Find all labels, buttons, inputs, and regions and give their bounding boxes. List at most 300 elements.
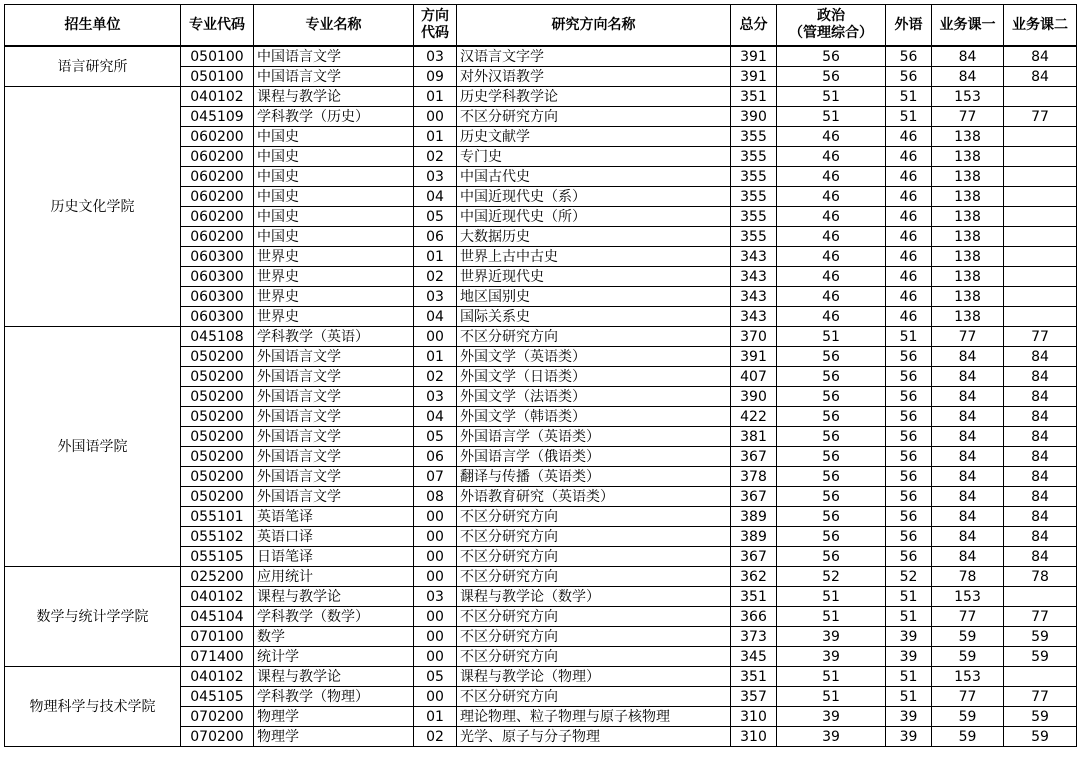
direction-code-cell: 04 xyxy=(414,187,457,207)
foreign-language-score-cell: 56 xyxy=(886,67,932,87)
major-name-cell: 英语笔译 xyxy=(254,507,414,527)
course-two-score-cell: 84 xyxy=(1004,467,1077,487)
foreign-language-score-cell: 56 xyxy=(886,547,932,567)
major-name-cell: 物理学 xyxy=(254,707,414,727)
major-name-cell: 学科教学（数学） xyxy=(254,607,414,627)
foreign-language-score-cell: 46 xyxy=(886,147,932,167)
course-one-score-cell: 84 xyxy=(932,447,1004,467)
total-score-cell: 345 xyxy=(731,647,777,667)
major-name-cell: 外国语言文学 xyxy=(254,387,414,407)
major-name-cell: 课程与教学论 xyxy=(254,87,414,107)
course-one-score-cell: 138 xyxy=(932,227,1004,247)
foreign-language-score-cell: 46 xyxy=(886,127,932,147)
foreign-language-score-cell: 39 xyxy=(886,727,932,747)
direction-name-cell: 不区分研究方向 xyxy=(457,567,731,587)
major-name-cell: 外国语言文学 xyxy=(254,467,414,487)
politics-score-cell: 46 xyxy=(777,307,886,327)
total-score-cell: 357 xyxy=(731,687,777,707)
direction-code-cell: 00 xyxy=(414,527,457,547)
course-one-score-cell: 84 xyxy=(932,347,1004,367)
direction-name-cell: 外国文学（英语类） xyxy=(457,347,731,367)
major-name-cell: 中国史 xyxy=(254,187,414,207)
course-one-score-cell: 84 xyxy=(932,387,1004,407)
total-score-cell: 351 xyxy=(731,587,777,607)
major-name-cell: 学科教学（历史） xyxy=(254,107,414,127)
major-code-cell: 060300 xyxy=(181,247,254,267)
politics-score-cell: 39 xyxy=(777,647,886,667)
direction-code-cell: 01 xyxy=(414,87,457,107)
major-code-cell: 040102 xyxy=(181,587,254,607)
direction-code-cell: 00 xyxy=(414,687,457,707)
politics-score-cell: 46 xyxy=(777,167,886,187)
direction-name-cell: 不区分研究方向 xyxy=(457,647,731,667)
total-score-cell: 378 xyxy=(731,467,777,487)
direction-name-cell: 不区分研究方向 xyxy=(457,527,731,547)
major-code-cell: 070100 xyxy=(181,627,254,647)
course-two-score-cell xyxy=(1004,287,1077,307)
major-code-cell: 050100 xyxy=(181,67,254,87)
header-total: 总分 xyxy=(731,5,777,47)
major-name-cell: 世界史 xyxy=(254,287,414,307)
total-score-cell: 355 xyxy=(731,147,777,167)
direction-code-cell: 09 xyxy=(414,67,457,87)
direction-code-cell: 03 xyxy=(414,167,457,187)
foreign-language-score-cell: 51 xyxy=(886,607,932,627)
unit-cell: 数学与统计学学院 xyxy=(5,567,181,667)
total-score-cell: 373 xyxy=(731,627,777,647)
course-one-score-cell: 138 xyxy=(932,287,1004,307)
course-two-score-cell: 77 xyxy=(1004,607,1077,627)
foreign-language-score-cell: 51 xyxy=(886,587,932,607)
course-one-score-cell: 153 xyxy=(932,87,1004,107)
course-two-score-cell xyxy=(1004,227,1077,247)
direction-name-cell: 不区分研究方向 xyxy=(457,627,731,647)
direction-name-cell: 外国语言学（英语类） xyxy=(457,427,731,447)
course-two-score-cell: 84 xyxy=(1004,487,1077,507)
politics-score-cell: 46 xyxy=(777,227,886,247)
course-two-score-cell xyxy=(1004,87,1077,107)
direction-name-cell: 不区分研究方向 xyxy=(457,107,731,127)
politics-score-cell: 39 xyxy=(777,707,886,727)
politics-score-cell: 56 xyxy=(777,427,886,447)
header-politics-line1: 政治 xyxy=(817,8,845,24)
foreign-language-score-cell: 51 xyxy=(886,327,932,347)
direction-code-cell: 00 xyxy=(414,627,457,647)
direction-name-cell: 汉语言文字学 xyxy=(457,46,731,67)
course-two-score-cell xyxy=(1004,187,1077,207)
major-code-cell: 040102 xyxy=(181,667,254,687)
major-name-cell: 中国史 xyxy=(254,167,414,187)
foreign-language-score-cell: 39 xyxy=(886,707,932,727)
foreign-language-score-cell: 46 xyxy=(886,207,932,227)
major-name-cell: 世界史 xyxy=(254,247,414,267)
politics-score-cell: 56 xyxy=(777,487,886,507)
direction-code-cell: 01 xyxy=(414,127,457,147)
foreign-language-score-cell: 46 xyxy=(886,227,932,247)
direction-code-cell: 05 xyxy=(414,207,457,227)
header-direction-code-line1: 方向 xyxy=(421,8,449,24)
table-row xyxy=(5,87,1077,107)
major-code-cell: 070200 xyxy=(181,707,254,727)
admission-score-table xyxy=(4,4,1077,747)
course-two-score-cell: 84 xyxy=(1004,407,1077,427)
direction-name-cell: 不区分研究方向 xyxy=(457,687,731,707)
foreign-language-score-cell: 56 xyxy=(886,427,932,447)
course-one-score-cell: 84 xyxy=(932,487,1004,507)
major-code-cell: 050200 xyxy=(181,387,254,407)
course-two-score-cell: 84 xyxy=(1004,547,1077,567)
foreign-language-score-cell: 56 xyxy=(886,507,932,527)
direction-code-cell: 03 xyxy=(414,287,457,307)
politics-score-cell: 46 xyxy=(777,187,886,207)
major-name-cell: 中国语言文学 xyxy=(254,67,414,87)
major-code-cell: 055101 xyxy=(181,507,254,527)
direction-code-cell: 00 xyxy=(414,327,457,347)
table-header xyxy=(5,5,1077,47)
direction-name-cell: 不区分研究方向 xyxy=(457,607,731,627)
course-two-score-cell: 78 xyxy=(1004,567,1077,587)
politics-score-cell: 56 xyxy=(777,447,886,467)
politics-score-cell: 46 xyxy=(777,287,886,307)
major-code-cell: 071400 xyxy=(181,647,254,667)
header-direction-code xyxy=(414,5,457,47)
direction-code-cell: 00 xyxy=(414,607,457,627)
major-name-cell: 统计学 xyxy=(254,647,414,667)
major-name-cell: 英语口译 xyxy=(254,527,414,547)
politics-score-cell: 51 xyxy=(777,667,886,687)
politics-score-cell: 46 xyxy=(777,147,886,167)
major-code-cell: 040102 xyxy=(181,87,254,107)
header-direction-code-line2: 代码 xyxy=(421,25,449,41)
major-name-cell: 外国语言文学 xyxy=(254,487,414,507)
direction-name-cell: 外国语言学（俄语类） xyxy=(457,447,731,467)
direction-code-cell: 03 xyxy=(414,387,457,407)
total-score-cell: 367 xyxy=(731,487,777,507)
total-score-cell: 366 xyxy=(731,607,777,627)
course-one-score-cell: 138 xyxy=(932,247,1004,267)
foreign-language-score-cell: 39 xyxy=(886,647,932,667)
course-two-score-cell: 84 xyxy=(1004,347,1077,367)
major-name-cell: 课程与教学论 xyxy=(254,667,414,687)
course-one-score-cell: 153 xyxy=(932,587,1004,607)
course-two-score-cell: 84 xyxy=(1004,447,1077,467)
total-score-cell: 343 xyxy=(731,247,777,267)
header-foreign-language: 外语 xyxy=(886,5,932,47)
major-name-cell: 课程与教学论 xyxy=(254,587,414,607)
direction-code-cell: 04 xyxy=(414,407,457,427)
course-one-score-cell: 59 xyxy=(932,627,1004,647)
politics-score-cell: 56 xyxy=(777,407,886,427)
course-two-score-cell: 84 xyxy=(1004,527,1077,547)
major-name-cell: 日语笔译 xyxy=(254,547,414,567)
header-unit: 招生单位 xyxy=(5,5,181,47)
direction-code-cell: 08 xyxy=(414,487,457,507)
course-one-score-cell: 84 xyxy=(932,527,1004,547)
direction-name-cell: 世界近现代史 xyxy=(457,267,731,287)
course-two-score-cell xyxy=(1004,307,1077,327)
major-code-cell: 045108 xyxy=(181,327,254,347)
total-score-cell: 343 xyxy=(731,267,777,287)
course-one-score-cell: 138 xyxy=(932,127,1004,147)
direction-name-cell: 地区国别史 xyxy=(457,287,731,307)
total-score-cell: 351 xyxy=(731,667,777,687)
direction-name-cell: 课程与教学论（数学） xyxy=(457,587,731,607)
major-code-cell: 050200 xyxy=(181,467,254,487)
direction-name-cell: 不区分研究方向 xyxy=(457,547,731,567)
politics-score-cell: 56 xyxy=(777,547,886,567)
politics-score-cell: 56 xyxy=(777,347,886,367)
course-two-score-cell: 77 xyxy=(1004,327,1077,347)
foreign-language-score-cell: 56 xyxy=(886,527,932,547)
direction-code-cell: 02 xyxy=(414,147,457,167)
course-one-score-cell: 84 xyxy=(932,547,1004,567)
table-row xyxy=(5,327,1077,347)
unit-cell: 历史文化学院 xyxy=(5,87,181,327)
politics-score-cell: 56 xyxy=(777,367,886,387)
course-two-score-cell: 77 xyxy=(1004,687,1077,707)
major-code-cell: 045105 xyxy=(181,687,254,707)
major-code-cell: 060200 xyxy=(181,207,254,227)
table-body xyxy=(5,46,1077,747)
course-two-score-cell: 84 xyxy=(1004,46,1077,67)
total-score-cell: 355 xyxy=(731,167,777,187)
direction-code-cell: 01 xyxy=(414,707,457,727)
foreign-language-score-cell: 46 xyxy=(886,307,932,327)
course-two-score-cell: 59 xyxy=(1004,647,1077,667)
header-course-two: 业务课二 xyxy=(1004,5,1077,47)
major-code-cell: 060200 xyxy=(181,147,254,167)
major-name-cell: 世界史 xyxy=(254,267,414,287)
direction-name-cell: 翻译与传播（英语类） xyxy=(457,467,731,487)
direction-name-cell: 理论物理、粒子物理与原子核物理 xyxy=(457,707,731,727)
course-two-score-cell xyxy=(1004,127,1077,147)
total-score-cell: 355 xyxy=(731,227,777,247)
direction-name-cell: 课程与教学论（物理） xyxy=(457,667,731,687)
total-score-cell: 381 xyxy=(731,427,777,447)
politics-score-cell: 39 xyxy=(777,627,886,647)
major-code-cell: 055105 xyxy=(181,547,254,567)
foreign-language-score-cell: 39 xyxy=(886,627,932,647)
foreign-language-score-cell: 56 xyxy=(886,467,932,487)
politics-score-cell: 56 xyxy=(777,467,886,487)
major-name-cell: 外国语言文学 xyxy=(254,447,414,467)
direction-code-cell: 00 xyxy=(414,507,457,527)
total-score-cell: 343 xyxy=(731,307,777,327)
course-one-score-cell: 77 xyxy=(932,687,1004,707)
major-name-cell: 外国语言文学 xyxy=(254,427,414,447)
major-name-cell: 数学 xyxy=(254,627,414,647)
course-two-score-cell xyxy=(1004,167,1077,187)
course-one-score-cell: 84 xyxy=(932,427,1004,447)
course-one-score-cell: 138 xyxy=(932,187,1004,207)
major-name-cell: 外国语言文学 xyxy=(254,347,414,367)
politics-score-cell: 46 xyxy=(777,207,886,227)
direction-code-cell: 02 xyxy=(414,267,457,287)
politics-score-cell: 56 xyxy=(777,387,886,407)
direction-name-cell: 光学、原子与分子物理 xyxy=(457,727,731,747)
course-one-score-cell: 77 xyxy=(932,107,1004,127)
major-name-cell: 学科教学（物理） xyxy=(254,687,414,707)
course-two-score-cell: 84 xyxy=(1004,507,1077,527)
major-code-cell: 060300 xyxy=(181,287,254,307)
table-row xyxy=(5,667,1077,687)
course-one-score-cell: 59 xyxy=(932,647,1004,667)
politics-score-cell: 52 xyxy=(777,567,886,587)
course-one-score-cell: 84 xyxy=(932,407,1004,427)
politics-score-cell: 56 xyxy=(777,46,886,67)
direction-code-cell: 05 xyxy=(414,427,457,447)
foreign-language-score-cell: 56 xyxy=(886,46,932,67)
course-one-score-cell: 138 xyxy=(932,147,1004,167)
major-code-cell: 050200 xyxy=(181,487,254,507)
course-one-score-cell: 84 xyxy=(932,507,1004,527)
major-code-cell: 050200 xyxy=(181,347,254,367)
direction-code-cell: 00 xyxy=(414,547,457,567)
direction-name-cell: 国际关系史 xyxy=(457,307,731,327)
course-two-score-cell: 84 xyxy=(1004,67,1077,87)
course-two-score-cell xyxy=(1004,267,1077,287)
course-two-score-cell: 59 xyxy=(1004,707,1077,727)
course-one-score-cell: 77 xyxy=(932,607,1004,627)
total-score-cell: 355 xyxy=(731,127,777,147)
foreign-language-score-cell: 51 xyxy=(886,667,932,687)
course-one-score-cell: 84 xyxy=(932,467,1004,487)
foreign-language-score-cell: 56 xyxy=(886,387,932,407)
major-name-cell: 中国史 xyxy=(254,207,414,227)
total-score-cell: 310 xyxy=(731,707,777,727)
major-name-cell: 外国语言文学 xyxy=(254,367,414,387)
course-one-score-cell: 84 xyxy=(932,67,1004,87)
direction-name-cell: 世界上古中古史 xyxy=(457,247,731,267)
direction-code-cell: 00 xyxy=(414,107,457,127)
direction-name-cell: 历史学科教学论 xyxy=(457,87,731,107)
major-name-cell: 应用统计 xyxy=(254,567,414,587)
total-score-cell: 367 xyxy=(731,447,777,467)
total-score-cell: 391 xyxy=(731,67,777,87)
foreign-language-score-cell: 46 xyxy=(886,167,932,187)
major-code-cell: 050200 xyxy=(181,427,254,447)
header-politics xyxy=(777,5,886,47)
course-one-score-cell: 59 xyxy=(932,707,1004,727)
major-name-cell: 物理学 xyxy=(254,727,414,747)
course-two-score-cell xyxy=(1004,147,1077,167)
foreign-language-score-cell: 46 xyxy=(886,267,932,287)
politics-score-cell: 56 xyxy=(777,67,886,87)
foreign-language-score-cell: 56 xyxy=(886,447,932,467)
foreign-language-score-cell: 46 xyxy=(886,247,932,267)
direction-name-cell: 中国古代史 xyxy=(457,167,731,187)
direction-code-cell: 02 xyxy=(414,727,457,747)
major-code-cell: 060200 xyxy=(181,167,254,187)
unit-cell: 外国语学院 xyxy=(5,327,181,567)
course-one-score-cell: 138 xyxy=(932,307,1004,327)
direction-name-cell: 外国文学（韩语类） xyxy=(457,407,731,427)
politics-score-cell: 46 xyxy=(777,267,886,287)
direction-code-cell: 07 xyxy=(414,467,457,487)
major-code-cell: 060300 xyxy=(181,307,254,327)
course-one-score-cell: 153 xyxy=(932,667,1004,687)
total-score-cell: 389 xyxy=(731,507,777,527)
course-one-score-cell: 138 xyxy=(932,267,1004,287)
direction-code-cell: 00 xyxy=(414,567,457,587)
direction-name-cell: 大数据历史 xyxy=(457,227,731,247)
header-direction-name: 研究方向名称 xyxy=(457,5,731,47)
politics-score-cell: 56 xyxy=(777,507,886,527)
politics-score-cell: 46 xyxy=(777,247,886,267)
major-name-cell: 中国史 xyxy=(254,147,414,167)
course-two-score-cell: 84 xyxy=(1004,427,1077,447)
course-one-score-cell: 84 xyxy=(932,367,1004,387)
major-code-cell: 070200 xyxy=(181,727,254,747)
total-score-cell: 391 xyxy=(731,347,777,367)
major-name-cell: 中国史 xyxy=(254,227,414,247)
major-code-cell: 060200 xyxy=(181,187,254,207)
major-name-cell: 外国语言文学 xyxy=(254,407,414,427)
course-two-score-cell xyxy=(1004,587,1077,607)
table-row xyxy=(5,567,1077,587)
total-score-cell: 390 xyxy=(731,387,777,407)
major-code-cell: 050200 xyxy=(181,407,254,427)
course-two-score-cell xyxy=(1004,667,1077,687)
course-two-score-cell xyxy=(1004,207,1077,227)
direction-name-cell: 不区分研究方向 xyxy=(457,507,731,527)
course-two-score-cell: 77 xyxy=(1004,107,1077,127)
politics-score-cell: 51 xyxy=(777,587,886,607)
major-name-cell: 中国史 xyxy=(254,127,414,147)
total-score-cell: 422 xyxy=(731,407,777,427)
total-score-cell: 310 xyxy=(731,727,777,747)
course-one-score-cell: 59 xyxy=(932,727,1004,747)
header-row xyxy=(5,5,1077,47)
course-one-score-cell: 138 xyxy=(932,167,1004,187)
major-code-cell: 050200 xyxy=(181,367,254,387)
total-score-cell: 362 xyxy=(731,567,777,587)
politics-score-cell: 46 xyxy=(777,127,886,147)
major-code-cell: 060200 xyxy=(181,127,254,147)
course-two-score-cell: 84 xyxy=(1004,387,1077,407)
course-one-score-cell: 84 xyxy=(932,46,1004,67)
direction-name-cell: 中国近现代史（系） xyxy=(457,187,731,207)
major-code-cell: 050200 xyxy=(181,447,254,467)
foreign-language-score-cell: 56 xyxy=(886,347,932,367)
politics-score-cell: 51 xyxy=(777,607,886,627)
politics-score-cell: 39 xyxy=(777,727,886,747)
total-score-cell: 389 xyxy=(731,527,777,547)
direction-name-cell: 对外汉语教学 xyxy=(457,67,731,87)
direction-name-cell: 专门史 xyxy=(457,147,731,167)
direction-code-cell: 06 xyxy=(414,227,457,247)
total-score-cell: 355 xyxy=(731,207,777,227)
major-code-cell: 050100 xyxy=(181,46,254,67)
direction-code-cell: 05 xyxy=(414,667,457,687)
major-name-cell: 学科教学（英语） xyxy=(254,327,414,347)
major-code-cell: 060300 xyxy=(181,267,254,287)
foreign-language-score-cell: 52 xyxy=(886,567,932,587)
direction-name-cell: 历史文献学 xyxy=(457,127,731,147)
major-name-cell: 中国语言文学 xyxy=(254,46,414,67)
table-row xyxy=(5,46,1077,67)
politics-score-cell: 51 xyxy=(777,327,886,347)
foreign-language-score-cell: 51 xyxy=(886,687,932,707)
direction-code-cell: 04 xyxy=(414,307,457,327)
header-major-code: 专业代码 xyxy=(181,5,254,47)
course-two-score-cell: 84 xyxy=(1004,367,1077,387)
major-code-cell: 055102 xyxy=(181,527,254,547)
foreign-language-score-cell: 51 xyxy=(886,87,932,107)
direction-code-cell: 03 xyxy=(414,587,457,607)
unit-cell: 物理科学与技术学院 xyxy=(5,667,181,747)
header-course-one: 业务课一 xyxy=(932,5,1004,47)
